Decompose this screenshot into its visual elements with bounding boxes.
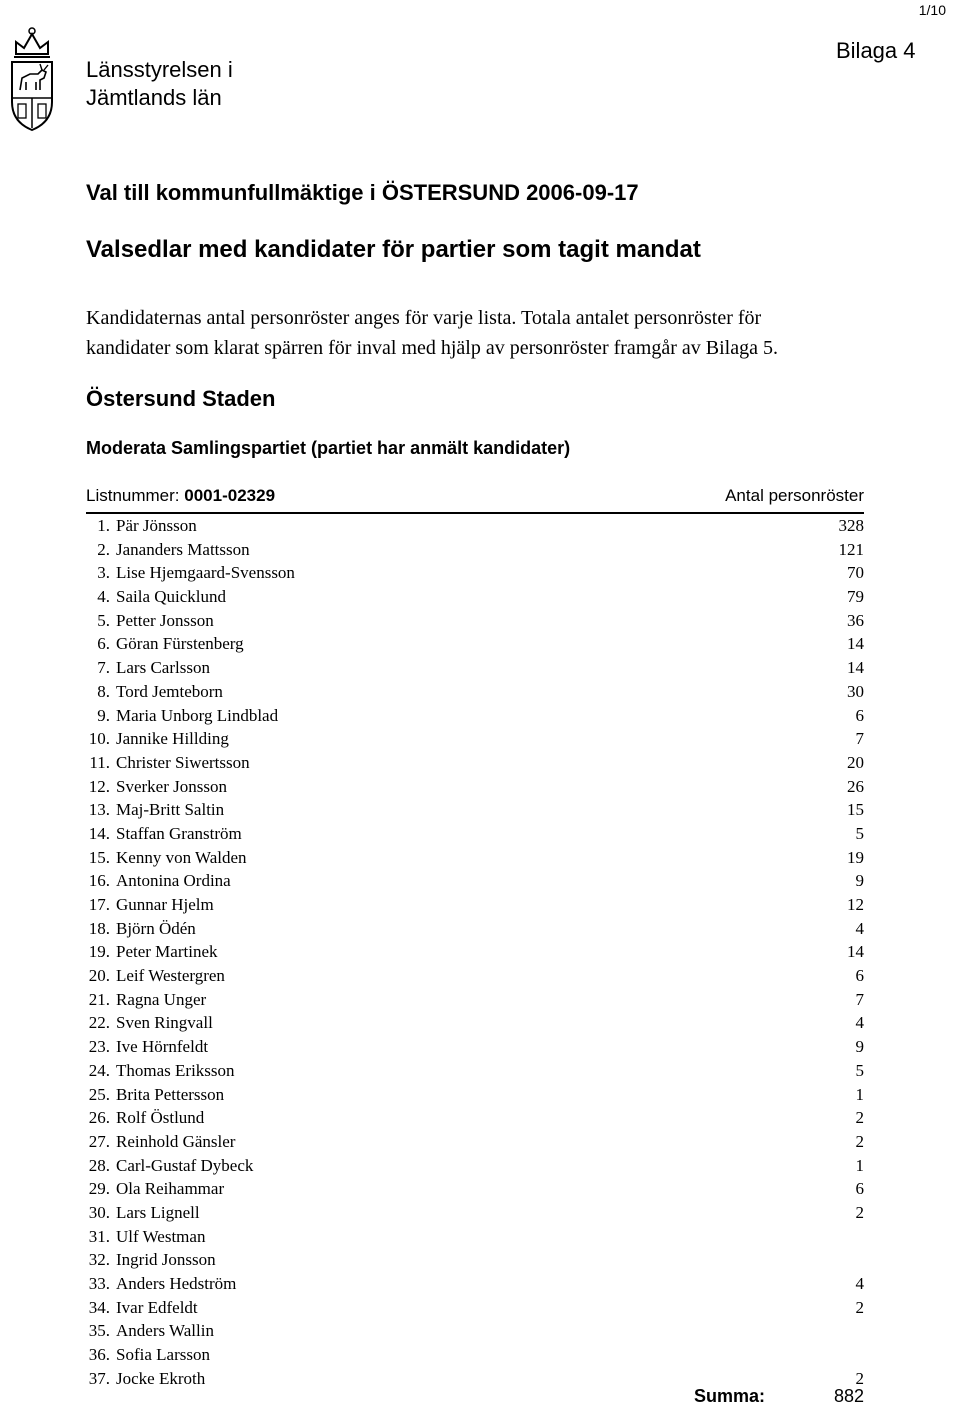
candidate-name: Ivar Edfeldt	[116, 1297, 198, 1317]
candidate-index: 15.	[88, 847, 110, 867]
candidate-index: 21.	[88, 989, 110, 1009]
candidate-name: Göran Fürstenberg	[116, 634, 244, 654]
annex-label: Bilaga 4	[836, 38, 916, 63]
candidate-row	[86, 538, 864, 562]
candidate-votes: 121	[838, 539, 864, 559]
candidate-index: 9.	[97, 705, 110, 725]
candidate-name: Peter Martinek	[116, 942, 218, 962]
candidate-index: 23.	[88, 1037, 110, 1057]
candidate-row	[86, 1272, 864, 1296]
candidate-index: 1.	[97, 516, 110, 535]
candidate-votes: 9	[855, 1037, 864, 1057]
candidate-row	[86, 846, 864, 870]
candidate-name: Sverker Jonsson	[116, 776, 227, 796]
candidate-votes: 26	[847, 776, 864, 796]
candidate-votes: 14	[847, 634, 864, 654]
candidate-row	[86, 988, 864, 1012]
candidate-votes: 2	[855, 1108, 864, 1128]
candidate-row	[86, 1319, 864, 1343]
candidate-index: 20.	[88, 966, 110, 986]
candidate-row	[86, 1083, 864, 1107]
candidate-row	[86, 1201, 864, 1225]
candidate-name: Ive Hörnfeldt	[116, 1037, 209, 1057]
candidate-name: Jannike Hillding	[116, 729, 229, 749]
candidate-list	[86, 514, 864, 1390]
candidate-votes: 2	[855, 1202, 864, 1222]
candidate-votes: 79	[847, 587, 864, 607]
party-title: Moderata Samlingspartiet (partiet har anmält kandidater)	[86, 438, 571, 458]
candidate-index: 32.	[88, 1250, 110, 1270]
candidate-name: Gunnar Hjelm	[116, 895, 214, 914]
candidate-index: 28.	[88, 1155, 110, 1175]
candidate-name: Lise Hjemgaard-Svensson	[116, 563, 295, 583]
candidate-row	[86, 1059, 864, 1083]
candidate-index: 4.	[97, 587, 110, 607]
candidate-row	[86, 917, 864, 941]
candidate-index: 12.	[88, 776, 110, 796]
candidate-votes: 14	[847, 942, 864, 962]
candidate-name: Brita Pettersson	[116, 1084, 225, 1104]
candidate-name: Antonina Ordina	[116, 871, 231, 891]
candidate-index: 5.	[97, 610, 110, 630]
candidate-votes: 36	[847, 610, 864, 630]
candidate-name: Reinhold Gänsler	[116, 1131, 236, 1151]
candidate-index: 14.	[88, 823, 110, 843]
candidate-index: 25.	[88, 1084, 110, 1104]
candidate-index: 7.	[97, 658, 110, 678]
candidate-name: Carl-Gustaf Dybeck	[116, 1155, 254, 1175]
candidate-row	[86, 704, 864, 728]
candidate-name: Thomas Eriksson	[116, 1060, 235, 1080]
candidate-name: Ulf Westman	[116, 1226, 206, 1246]
candidate-votes: 1	[855, 1155, 864, 1175]
candidate-row	[86, 964, 864, 988]
candidate-votes: 328	[838, 516, 864, 535]
candidate-row	[86, 1130, 864, 1154]
candidate-name: Leif Westergren	[116, 966, 225, 986]
candidate-row	[86, 727, 864, 751]
candidate-votes: 2	[855, 1131, 864, 1151]
candidate-votes: 2	[855, 1368, 864, 1388]
candidate-index: 3.	[97, 563, 110, 583]
candidate-name: Kenny von Walden	[116, 847, 247, 867]
page-number: 1/10	[918, 2, 946, 18]
candidate-index: 31.	[88, 1226, 110, 1246]
intro-paragraph	[86, 303, 886, 363]
intro-line-2: kandidater som klarat spärren för inval med hjälp av personröster framgår av Bilaga 5.	[86, 337, 778, 359]
candidate-row	[86, 822, 864, 846]
candidate-index: 18.	[88, 918, 110, 938]
candidate-index: 34.	[88, 1297, 110, 1317]
candidate-votes: 5	[855, 823, 864, 843]
candidate-name: Maria Unborg Lindblad	[116, 705, 279, 725]
candidate-votes: 4	[855, 1013, 864, 1033]
sum-value: 882	[833, 1386, 864, 1406]
candidate-index: 33.	[88, 1274, 110, 1293]
candidate-votes: 12	[847, 895, 864, 914]
candidate-row	[86, 1154, 864, 1178]
candidate-row	[86, 940, 864, 964]
candidate-index: 24.	[88, 1060, 110, 1080]
document-subtitle: Valsedlar med kandidater för partier som tagit mandat	[86, 236, 701, 263]
candidate-index: 35.	[88, 1321, 110, 1341]
candidate-index: 22.	[88, 1013, 110, 1033]
candidate-index: 2.	[97, 539, 110, 559]
candidate-votes: 14	[847, 658, 864, 678]
candidate-name: Jocke Ekroth	[116, 1368, 206, 1388]
candidate-votes: 5	[855, 1060, 864, 1080]
candidate-row	[86, 1177, 864, 1201]
authority-line-1: Länsstyrelsen i	[86, 57, 233, 82]
candidate-index: 27.	[88, 1131, 110, 1151]
candidate-row	[86, 1248, 864, 1272]
list-header	[86, 484, 864, 514]
candidate-votes: 20	[847, 752, 864, 772]
candidate-row	[86, 585, 864, 609]
candidate-votes: 6	[855, 1179, 864, 1199]
coat-of-arms-icon	[2, 24, 62, 136]
candidate-name: Petter Jonsson	[116, 610, 214, 630]
candidate-votes: 6	[855, 705, 864, 725]
candidate-name: Sofia Larsson	[116, 1345, 210, 1365]
candidate-row	[86, 1106, 864, 1130]
candidate-name: Ola Reihammar	[116, 1179, 225, 1199]
list-number-value: 0001-02329	[184, 486, 276, 505]
candidate-name: Maj-Britt Saltin	[116, 800, 225, 820]
sum-row	[86, 1386, 864, 1410]
candidate-index: 37.	[88, 1368, 110, 1388]
votes-column-header: Antal personröster	[725, 486, 864, 505]
candidate-name: Lars Lignell	[116, 1202, 200, 1222]
candidate-row	[86, 751, 864, 775]
list-number	[86, 486, 275, 506]
candidate-row	[86, 798, 864, 822]
candidate-row	[86, 656, 864, 680]
candidate-row	[86, 775, 864, 799]
candidate-row	[86, 1343, 864, 1367]
candidate-name: Anders Wallin	[116, 1321, 214, 1341]
candidate-votes: 70	[847, 563, 864, 583]
candidate-votes: 15	[847, 800, 864, 820]
candidate-name: Pär Jönsson	[116, 516, 197, 535]
candidate-votes: 9	[855, 871, 864, 891]
candidate-name: Ingrid Jonsson	[116, 1250, 216, 1270]
list-number-label: Listnummer:	[86, 486, 180, 505]
candidate-index: 36.	[88, 1345, 110, 1365]
candidate-name: Björn Ödén	[116, 918, 196, 938]
candidate-row	[86, 609, 864, 633]
sum-label: Summa:	[694, 1386, 766, 1406]
candidate-row	[86, 632, 864, 656]
candidate-name: Lars Carlsson	[116, 658, 210, 678]
candidate-name: Ragna Unger	[116, 989, 207, 1009]
candidate-votes: 19	[847, 847, 864, 867]
section-title: Östersund Staden	[86, 386, 276, 411]
candidate-name: Tord Jemteborn	[116, 681, 223, 701]
candidate-index: 11.	[89, 752, 110, 772]
candidate-index: 10.	[88, 729, 110, 749]
document-title: Val till kommunfullmäktige i ÖSTERSUND 2006-09-17	[86, 180, 639, 205]
candidate-row	[86, 869, 864, 893]
candidate-name: Rolf Östlund	[116, 1108, 205, 1128]
candidate-votes: 4	[855, 918, 864, 938]
candidate-index: 13.	[88, 800, 110, 820]
candidate-name: Sven Ringvall	[116, 1013, 213, 1033]
candidate-row	[86, 1011, 864, 1035]
authority-line-2: Jämtlands län	[86, 85, 222, 110]
candidate-row	[86, 680, 864, 704]
authority-name	[86, 56, 233, 112]
candidate-name: Anders Hedström	[116, 1274, 237, 1293]
intro-line-1: Kandidaternas antal personröster anges för varje lista. Totala antalet personröster för	[86, 307, 762, 329]
candidate-name: Jananders Mattsson	[116, 539, 250, 559]
candidate-index: 30.	[88, 1202, 110, 1222]
candidate-votes: 2	[855, 1297, 864, 1317]
candidate-votes: 7	[855, 729, 864, 749]
candidate-index: 29.	[88, 1179, 110, 1199]
candidate-name: Saila Quicklund	[116, 587, 227, 607]
candidate-name: Christer Siwertsson	[116, 752, 250, 772]
candidate-row	[86, 561, 864, 585]
candidate-row	[86, 1035, 864, 1059]
candidate-index: 19.	[88, 942, 110, 962]
candidate-index: 8.	[97, 681, 110, 701]
candidate-row	[86, 893, 864, 917]
candidate-index: 17.	[88, 895, 110, 914]
candidate-votes: 7	[855, 989, 864, 1009]
candidate-index: 16.	[88, 871, 110, 891]
candidate-votes: 30	[847, 681, 864, 701]
candidate-index: 26.	[88, 1108, 110, 1128]
candidate-index: 6.	[97, 634, 110, 654]
candidate-name: Staffan Granström	[116, 823, 242, 843]
candidate-row	[86, 1225, 864, 1249]
candidate-votes: 6	[855, 966, 864, 986]
candidate-votes: 4	[855, 1274, 864, 1293]
candidate-row	[86, 514, 864, 538]
candidate-votes: 1	[855, 1084, 864, 1104]
candidate-row	[86, 1296, 864, 1320]
